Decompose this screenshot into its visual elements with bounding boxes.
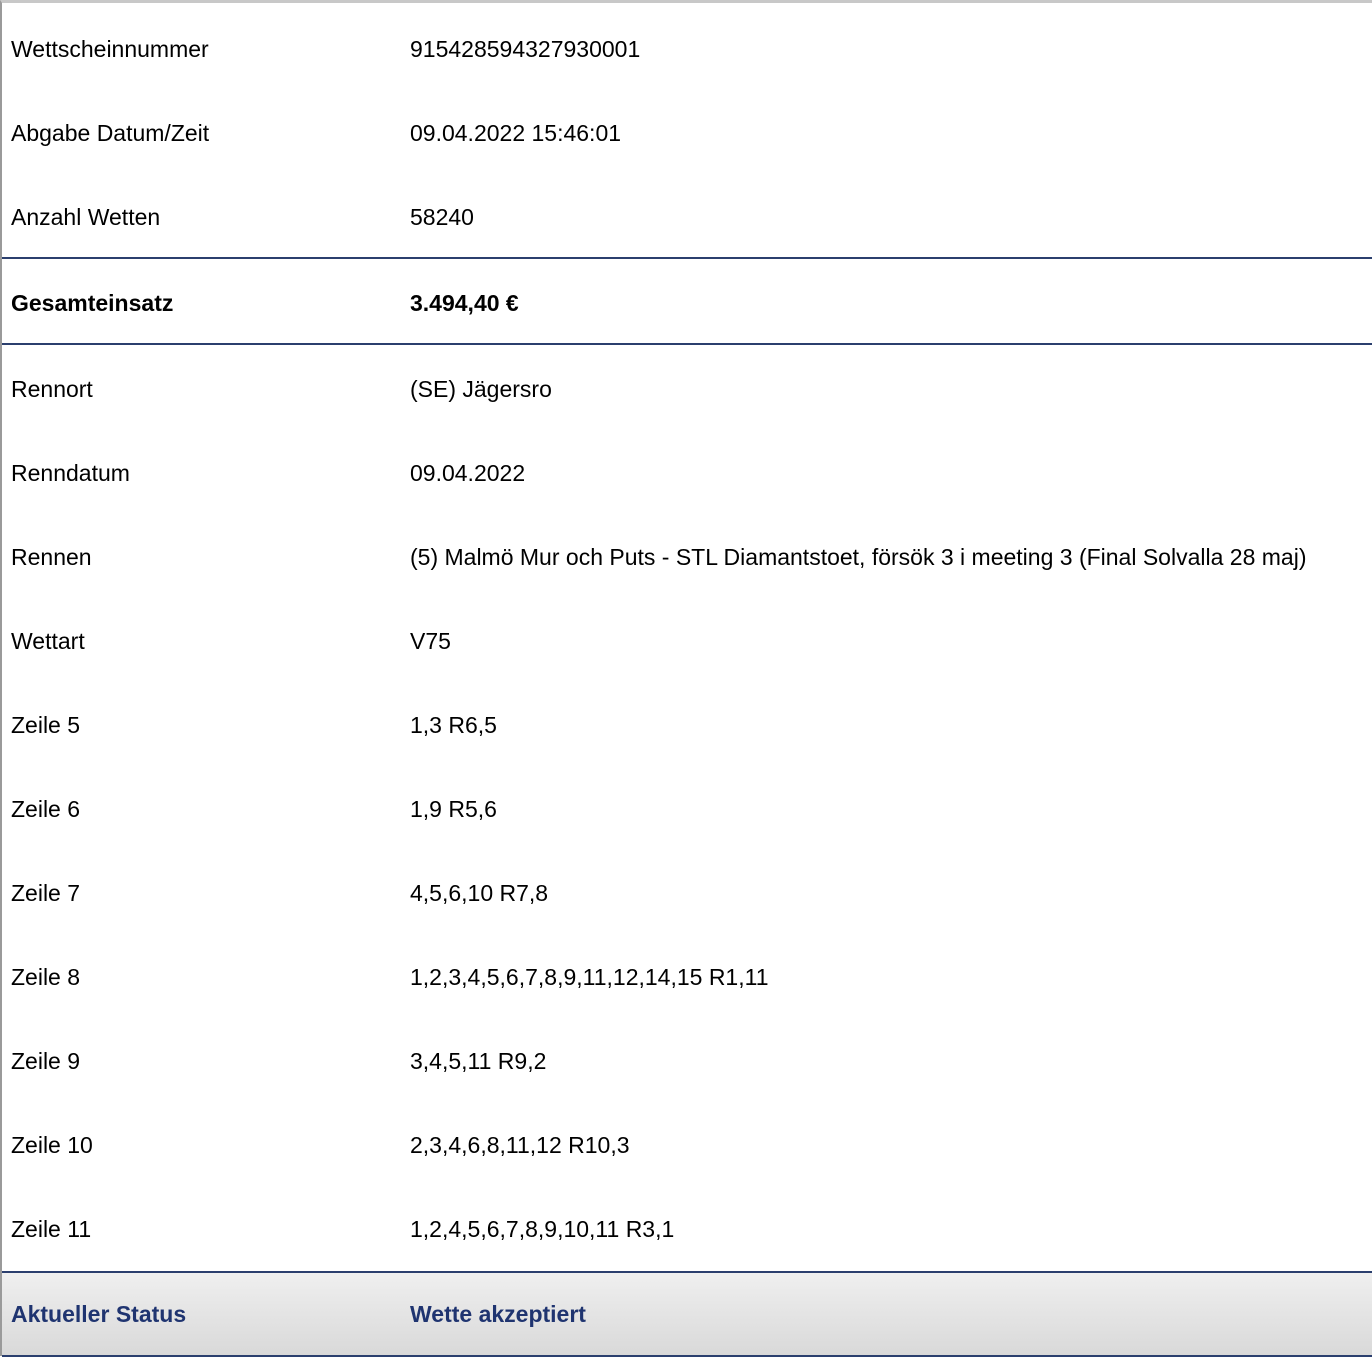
line-selection: 1,3 R6,5: [410, 711, 497, 738]
race-date-value: 09.04.2022: [410, 459, 526, 486]
line-label: Zeile 6: [11, 795, 81, 822]
venue-row: [2, 347, 1372, 431]
ticket-number-row: [2, 7, 1372, 91]
race-name-label: Rennen: [11, 543, 92, 570]
total-stake-label: Gesamteinsatz: [11, 289, 174, 316]
ticket-number-value: 915428594327930001: [410, 35, 641, 62]
race-name-row: [2, 515, 1372, 599]
line-row-11: [2, 1187, 1372, 1271]
line-row-8: [2, 935, 1372, 1019]
divider: [2, 257, 1372, 259]
line-selection: 1,9 R5,6: [410, 795, 497, 822]
venue-value: (SE) Jägersro: [410, 375, 552, 402]
line-row-9: [2, 1019, 1372, 1103]
bet-type-label: Wettart: [11, 627, 85, 654]
line-label: Zeile 10: [11, 1131, 93, 1158]
line-selection: 3,4,5,11 R9,2: [410, 1047, 547, 1074]
line-selection: 2,3,4,6,8,11,12 R10,3: [410, 1131, 630, 1158]
line-row-5: [2, 683, 1372, 767]
race-name-value: (5) Malmö Mur och Puts - STL Diamantstoet, försök 3 i meeting 3 (Final Solvalla 28 maj): [410, 543, 1307, 570]
race-date-row: [2, 431, 1372, 515]
bet-count-label: Anzahl Wetten: [11, 203, 161, 230]
line-row-10: [2, 1103, 1372, 1187]
submitted-at-label: Abgabe Datum/Zeit: [11, 119, 210, 146]
divider: [2, 343, 1372, 345]
submitted-at-value: 09.04.2022 15:46:01: [410, 119, 622, 146]
line-selection: 1,2,3,4,5,6,7,8,9,11,12,14,15 R1,11: [410, 963, 769, 990]
venue-label: Rennort: [11, 375, 93, 402]
submitted-at-row: [2, 91, 1372, 175]
line-selection: 4,5,6,10 R7,8: [410, 879, 549, 906]
bet-type-value: V75: [410, 627, 451, 654]
current-status-row: [2, 1271, 1372, 1357]
total-stake-row: [2, 261, 1372, 345]
line-label: Zeile 11: [11, 1215, 92, 1242]
line-label: Zeile 5: [11, 711, 81, 738]
line-row-6: [2, 767, 1372, 851]
line-label: Zeile 8: [11, 963, 81, 990]
bet-type-row: [2, 599, 1372, 683]
current-status-value: Wette akzeptiert: [410, 1300, 586, 1327]
line-label: Zeile 7: [11, 879, 81, 906]
line-label: Zeile 9: [11, 1047, 81, 1074]
total-stake-value: 3.494,40 €: [410, 289, 519, 316]
ticket-number-label: Wettscheinnummer: [11, 35, 209, 62]
bet-count-value: 58240: [410, 203, 474, 230]
current-status-label: Aktueller Status: [11, 1300, 187, 1327]
bet-count-row: [2, 175, 1372, 259]
line-selection: 1,2,4,5,6,7,8,9,10,11 R3,1: [410, 1215, 675, 1242]
line-row-7: [2, 851, 1372, 935]
race-date-label: Renndatum: [11, 459, 130, 486]
